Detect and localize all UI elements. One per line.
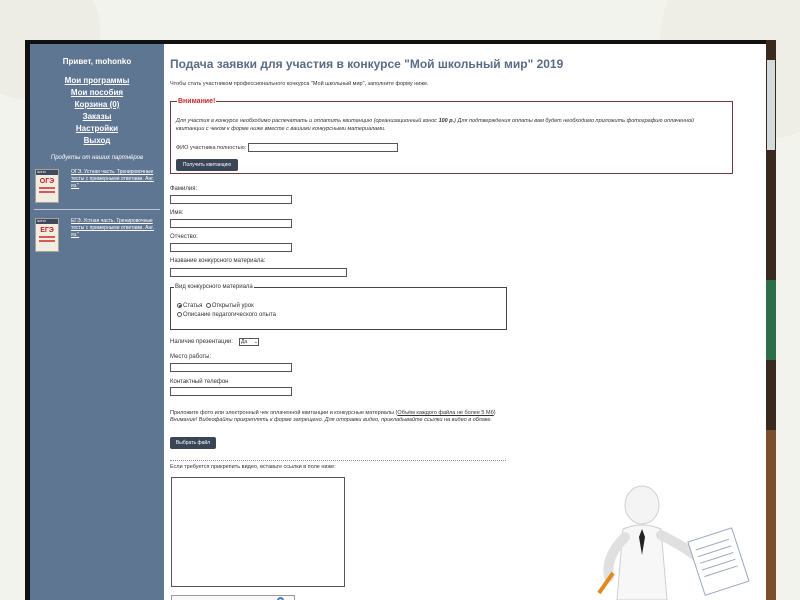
book-label: ЕГЭ bbox=[40, 227, 54, 234]
greeting: Привет, mohonko bbox=[62, 57, 132, 66]
sidebar-menu bbox=[30, 75, 164, 147]
book-label: ОГЭ bbox=[39, 178, 55, 185]
material-input[interactable] bbox=[170, 268, 347, 277]
attention-text: Для участия в конкурсе необходимо распечатать и оплатить квитанцию (организационный взнос 100 р.) Для подтверждения оплаты вам будет необходимо приложить фотографию оплаченной квитанции с чеком к форме ниже вместе с вашими конкурсными материалами. bbox=[176, 118, 694, 132]
workplace-label: Место работы: bbox=[170, 354, 212, 360]
sidebar-item-my-programs[interactable]: Мои программы bbox=[64, 76, 130, 85]
fio-row bbox=[176, 143, 398, 152]
fee-amount: 100 р. bbox=[438, 118, 455, 124]
material-type-group bbox=[170, 284, 507, 330]
product-link[interactable]: ЕГЭ. Устная часть. Тренировочные тесты с примерными ответами. Анг. яз." bbox=[71, 218, 154, 238]
patronymic-label: Отчество: bbox=[170, 234, 198, 240]
partners-title: Продукты от наших партнёров bbox=[50, 155, 144, 161]
material-label: Название конкурсного материала: bbox=[170, 258, 266, 264]
fio-label: ФИО участника полностью: bbox=[176, 144, 247, 151]
phone-label: Контактный телефон bbox=[170, 379, 229, 385]
video-links-textarea[interactable] bbox=[171, 477, 345, 587]
radio-article-label: Статья bbox=[183, 303, 203, 309]
name-input[interactable] bbox=[170, 219, 292, 228]
attention-box bbox=[170, 98, 733, 174]
radio-experience-label: Описание педагогического опыта bbox=[183, 312, 276, 318]
patronymic-input[interactable] bbox=[170, 243, 292, 252]
presentation-value: Да bbox=[241, 339, 248, 345]
radio-open-lesson[interactable] bbox=[206, 303, 211, 308]
presentation-select[interactable] bbox=[239, 338, 259, 346]
name-label: Имя: bbox=[170, 210, 184, 216]
partner-product[interactable] bbox=[35, 218, 164, 252]
presentation-label: Наличие презентации: bbox=[170, 339, 233, 345]
captcha-widget[interactable] bbox=[171, 595, 295, 600]
book-cover-image[interactable] bbox=[35, 218, 59, 252]
material-type-legend: Вид конкурсного материала bbox=[175, 284, 253, 290]
product-link[interactable]: ОГЭ. Устная часть. Тренировочные тесты с примерными ответами. Анг. яз." bbox=[71, 169, 154, 189]
file-size-link[interactable]: Объём каждого файла не более 5 Мб bbox=[397, 410, 494, 416]
partner-product[interactable] bbox=[35, 169, 164, 203]
radio-experience[interactable] bbox=[177, 312, 182, 317]
material-type-options bbox=[177, 302, 276, 320]
workplace-input[interactable] bbox=[170, 363, 292, 372]
sidebar-item-cart[interactable]: Корзина (0) bbox=[74, 100, 120, 109]
book-publisher: ФИПИ bbox=[36, 219, 58, 224]
attach-instructions: Приложите фото или электронный чек оплаченной квитанции и конкурсные материалы (Объём каждого файла не более 5 Мб) Внимание! Видеофайлы прикреплять к форме запрещено. Для отправки видео, прикладывайте ссылки на видео в облаке. bbox=[170, 410, 496, 423]
classroom-background bbox=[766, 40, 776, 600]
attention-legend: Внимание! bbox=[178, 98, 216, 105]
chevron-down-icon: ⌄ bbox=[253, 339, 258, 345]
surname-label: Фамилия: bbox=[170, 186, 198, 192]
phone-input[interactable] bbox=[170, 387, 292, 396]
intro-text: Чтобы стать участником профессионального конкурса "Мой школьный мир", заполните форму ниже. bbox=[170, 81, 429, 87]
video-warning: Внимание! Видеофайлы прикреплять к форме запрещено. Для отправки видео, прикладывайте ссылки на видео в облаке. bbox=[170, 417, 492, 423]
divider bbox=[170, 460, 506, 461]
sidebar bbox=[30, 44, 164, 600]
surname-input[interactable] bbox=[170, 195, 292, 204]
video-label: Если требуется прикрепить видео, вставьте ссылки в поле ниже: bbox=[170, 464, 336, 470]
sidebar-item-my-manuals[interactable]: Мои пособия bbox=[70, 88, 124, 97]
fio-input[interactable] bbox=[248, 143, 398, 152]
presenter-figure-illustration bbox=[585, 485, 755, 600]
page-title: Подача заявки для участия в конкурсе "Мой школьный мир" 2019 bbox=[170, 57, 564, 71]
choose-file-button[interactable]: Выбрать файл bbox=[170, 437, 216, 449]
radio-article[interactable] bbox=[177, 303, 182, 308]
book-cover-image[interactable] bbox=[35, 169, 59, 203]
sidebar-item-orders[interactable]: Заказы bbox=[82, 112, 112, 121]
divider bbox=[34, 209, 160, 210]
get-receipt-button[interactable]: Получить квитанцию bbox=[176, 159, 238, 171]
sidebar-item-logout[interactable]: Выход bbox=[83, 136, 111, 145]
radio-open-lesson-label: Открытый урок bbox=[211, 303, 254, 309]
book-publisher: ФИПИ bbox=[36, 170, 58, 175]
sidebar-item-settings[interactable]: Настройки bbox=[75, 124, 119, 133]
